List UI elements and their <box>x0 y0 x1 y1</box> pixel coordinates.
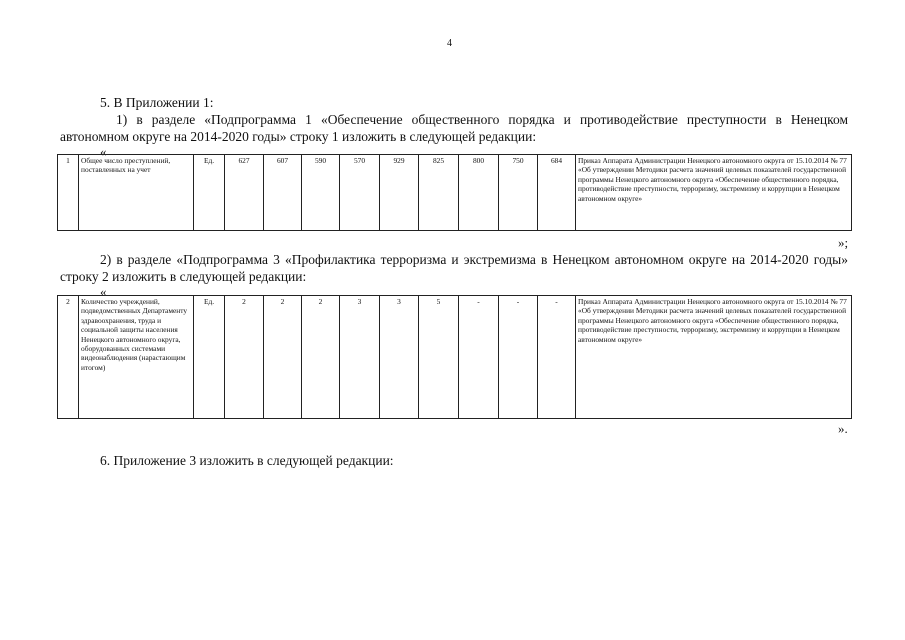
value-cell: 570 <box>340 155 380 231</box>
value-cell: - <box>459 296 499 419</box>
open-quote-1: « <box>100 144 107 159</box>
indicator-name: Общее число преступлений, поставленных на учет <box>79 155 194 231</box>
item-2-line-2: строку 2 изложить в следующей редакции: <box>60 269 307 284</box>
page-number: 4 <box>447 38 452 49</box>
open-quote-2: « <box>100 284 107 299</box>
order-reference: Приказ Аппарата Администрации Ненецкого автономного округа от 15.10.2014 № 77 «Об утверждении Методики расчета значений целевых показателей государственной программы Ненецкого автономного округа «Обеспечение общественного порядка, противодействие преступности, терроризму, экстремизму и коррупции в Ненецком автономном округе» <box>576 155 852 231</box>
order-reference: Приказ Аппарата Администрации Ненецкого автономного округа от 15.10.2014 № 77 «Об утверждении Методики расчета значений целевых показателей государственной программы Ненецкого автономного округа «Обеспечение общественного порядка, противодействие преступности, терроризму, экстремизму и коррупции в Ненецком автономном округе» <box>576 296 852 419</box>
value-cell: 684 <box>538 155 576 231</box>
value-cell: 3 <box>380 296 419 419</box>
value-cell: - <box>538 296 576 419</box>
section-6-heading: 6. Приложение 3 изложить в следующей редакции: <box>100 453 394 468</box>
close-quote-1: »; <box>838 235 849 250</box>
value-cell: 3 <box>340 296 380 419</box>
row-number: 1 <box>58 155 79 231</box>
indicator-table-2 <box>57 295 852 419</box>
row-number: 2 <box>58 296 79 419</box>
value-cell: 607 <box>264 155 302 231</box>
unit-cell: Ед. <box>194 155 225 231</box>
item-1-line-2: автономном округе на 2014-2020 годы» строку 1 изложить в следующей редакции: <box>60 129 537 144</box>
value-cell: 750 <box>499 155 538 231</box>
section-5-heading: 5. В Приложении 1: <box>100 95 214 110</box>
unit-cell: Ед. <box>194 296 225 419</box>
value-cell: 825 <box>419 155 459 231</box>
value-cell: 2 <box>302 296 340 419</box>
table-row <box>58 296 852 419</box>
indicator-name: Количество учреждений, подведомственных Департаменту здравоохранения, труда и социальной защиты населения Ненецкого автономного округа, оборудованных системами видеонаблюдения (нарастающим итогом) <box>79 296 194 419</box>
value-cell: 5 <box>419 296 459 419</box>
item-1-line-1: 1) в разделе «Подпрограмма 1 «Обеспечение общественного порядка и противодействие преступности в Ненецком <box>116 112 848 127</box>
table-row <box>58 155 852 231</box>
value-cell: 2 <box>264 296 302 419</box>
value-cell: 800 <box>459 155 499 231</box>
item-2-line-1: 2) в разделе «Подпрограмма 3 «Профилактика терроризма и экстремизма в Ненецком автономном округе на 2014-2020 годы» <box>100 252 848 267</box>
value-cell: 2 <box>225 296 264 419</box>
value-cell: 929 <box>380 155 419 231</box>
close-quote-2: ». <box>838 421 848 436</box>
value-cell: 627 <box>225 155 264 231</box>
indicator-table-1 <box>57 154 852 231</box>
value-cell: 590 <box>302 155 340 231</box>
value-cell: - <box>499 296 538 419</box>
